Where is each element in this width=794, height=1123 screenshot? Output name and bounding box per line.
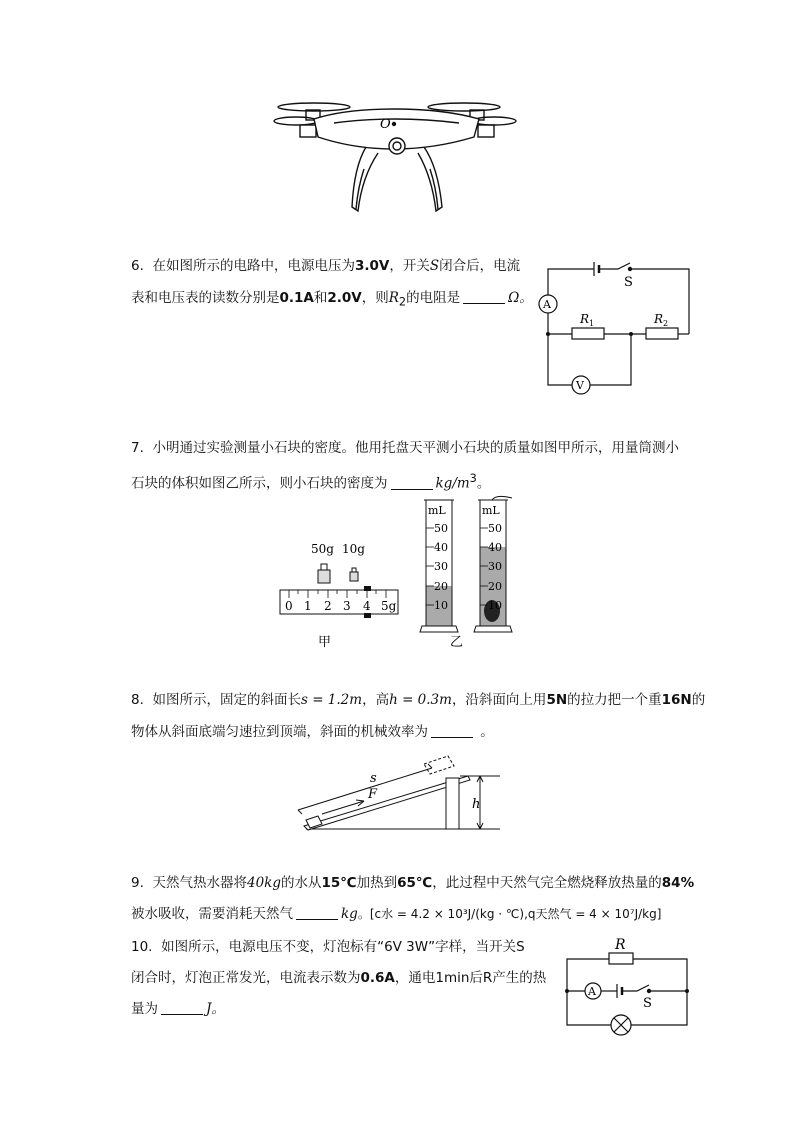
circuit-figure-q6: [536, 258, 696, 398]
cylinder1-unit: mL: [428, 504, 446, 517]
cylinder2-tick-20: 20: [488, 580, 502, 593]
r2-label: $R_2$: [654, 312, 669, 328]
figure-label-jia: 甲: [318, 635, 332, 650]
voltmeter-label: V: [576, 379, 584, 392]
resistor-label-r: R: [615, 937, 626, 953]
incline-figure: [292, 754, 507, 834]
cylinder1-tick-50: 50: [434, 522, 448, 535]
question-9-line-2: 被水吸收，需要消耗天然气 kg。[c水 = 4.2 × 10³J/(kg · ℃),q天然气 = 4 × 10⁷J/kg]: [131, 906, 662, 922]
question-7-line-1: 7. 小明通过实验测量小石块的密度。他用托盘天平测小石块的质量如图甲所示，用量筒测小: [131, 440, 679, 456]
ammeter-label: A: [588, 985, 596, 998]
cylinder1-tick-20: 20: [434, 580, 448, 593]
switch-label: S: [624, 275, 633, 290]
question-6-line-1: 6. 在如图所示的电路中，电源电压为3.0V，开关S闭合后，电流: [131, 258, 521, 274]
circuit-figure-q10: [563, 937, 693, 1032]
question-9-line-1: 9. 天然气热水器将40kg的水从15℃加热到65℃，此过程中天然气完全燃烧释放热量的84%: [131, 875, 695, 891]
question-number: 9.: [131, 875, 144, 891]
cylinder2-tick-40: 40: [488, 541, 502, 554]
cylinder2-tick-30: 30: [488, 560, 502, 573]
cylinder2-tick-50: 50: [488, 522, 502, 535]
question-number: 10.: [131, 939, 153, 955]
question-10-line-3: 量为 J。: [131, 1001, 225, 1017]
force-label-f: F: [368, 787, 378, 802]
question-7-line-2: 石块的体积如图乙所示，则小石块的密度为 $kg/m^3$。: [131, 472, 491, 492]
weight-50g-label: 50g: [311, 542, 334, 556]
cylinders-figure: [416, 498, 526, 648]
cylinder1-tick-40: 40: [434, 541, 448, 554]
answer-blank[interactable]: [296, 905, 338, 920]
question-6-line-2: 表和电压表的读数分别是0.1A和2.0V，则$R_2$的电阻是 Ω。: [131, 290, 533, 309]
scale-tick-1: 1: [304, 599, 312, 613]
scale-tick-5: 5g: [381, 599, 397, 613]
switch-label: S: [643, 996, 652, 1011]
question-number: 8.: [131, 692, 144, 708]
length-label-s: s: [370, 771, 377, 786]
cylinder1-tick-10: 10: [434, 599, 448, 612]
answer-blank[interactable]: [391, 475, 433, 490]
ammeter-label: A: [543, 298, 551, 311]
r1-label: $R_1$: [580, 312, 595, 328]
question-10-line-2: 闭合时，灯泡正常发光，电流表示数为0.6A，通电1min后R产生的热: [131, 970, 547, 986]
cylinder1-tick-30: 30: [434, 560, 448, 573]
scale-tick-0: 0: [285, 599, 293, 613]
cylinder2-tick-10: 10: [488, 599, 502, 612]
scale-tick-3: 3: [343, 599, 351, 613]
question-number: 7.: [131, 440, 144, 456]
weight-10g-label: 10g: [342, 542, 365, 556]
balance-figure: [278, 540, 408, 650]
cylinder2-unit: mL: [482, 504, 500, 517]
scale-tick-4: 4: [363, 599, 371, 613]
answer-blank[interactable]: [463, 289, 505, 304]
answer-blank[interactable]: [431, 723, 473, 738]
question-8-line-2: 物体从斜面底端匀速拉到顶端，斜面的机械效率为 。: [131, 724, 494, 740]
height-label-h: h: [472, 797, 481, 812]
question-number: 6.: [131, 258, 144, 274]
scale-tick-2: 2: [324, 599, 332, 613]
question-8-line-1: 8. 如图所示，固定的斜面长s = 1.2m，高h = 0.3m，沿斜面向上用5N的拉力把一个重16N的: [131, 692, 706, 708]
answer-blank[interactable]: [161, 1000, 203, 1015]
question-10-line-1: 10. 如图所示，电源电压不变，灯泡标有“6V 3W”字样，当开关S: [131, 939, 525, 955]
figure-label-yi: 乙: [450, 635, 464, 650]
drone-label-o: O: [380, 117, 391, 132]
drone-figure: [274, 97, 524, 217]
